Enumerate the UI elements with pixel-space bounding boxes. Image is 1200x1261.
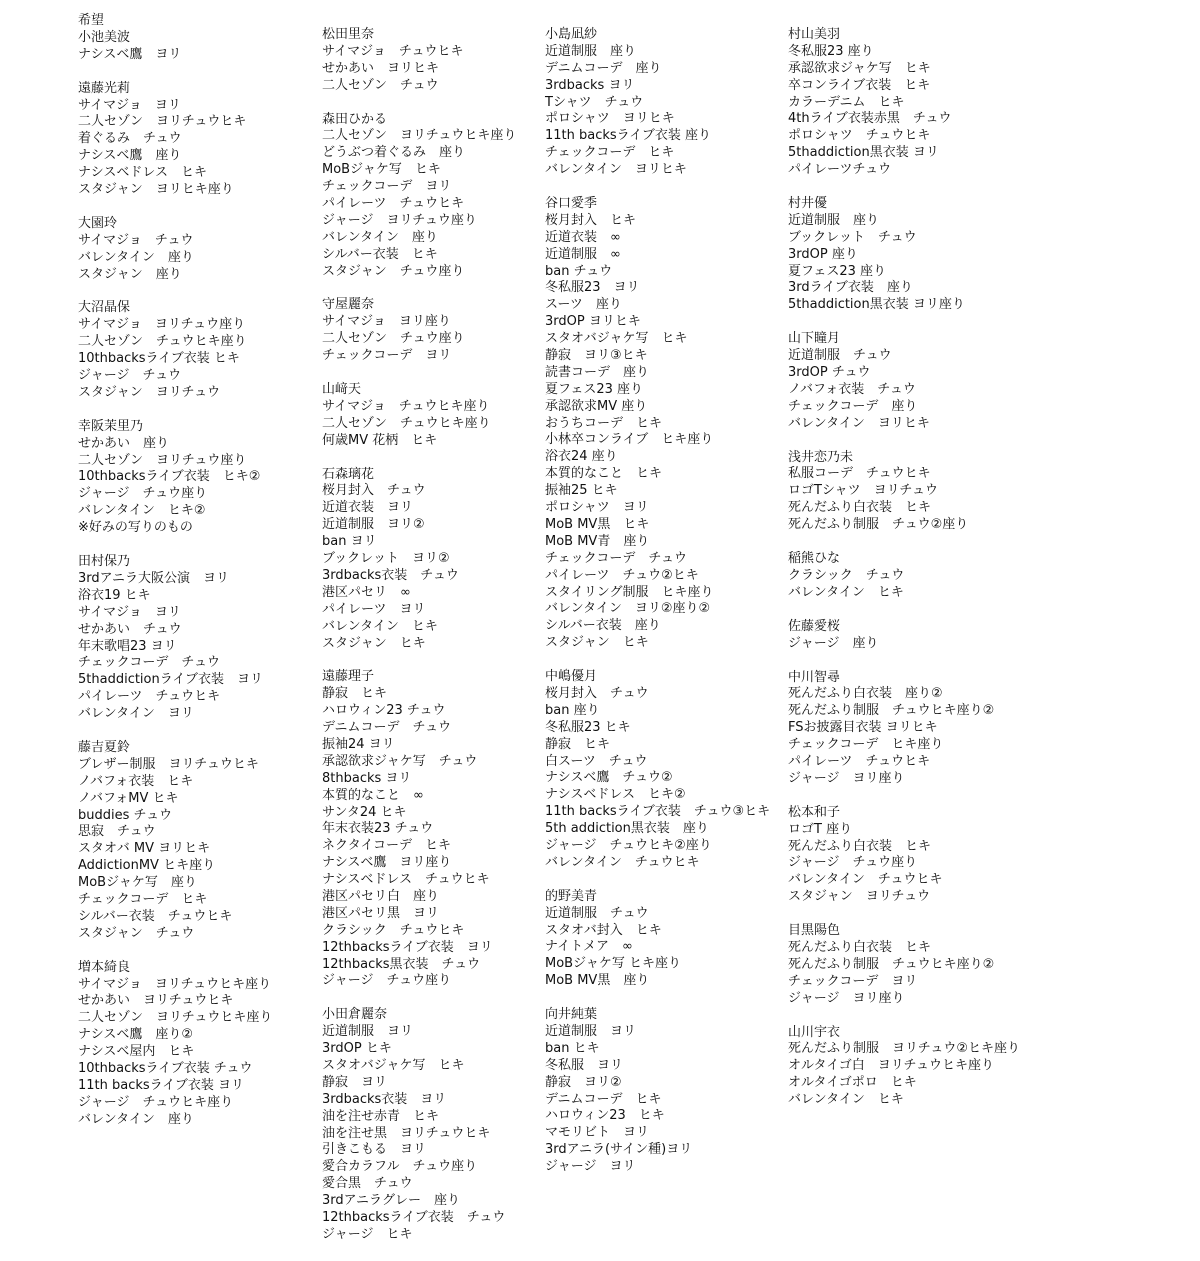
wish-item: ban ヒキ [545,1040,600,1056]
wish-item: 承認欲求MV 座り [545,398,648,414]
wish-item: MoBジャケ写 座り [78,875,197,891]
wish-item: AddictionMV ヒキ座り [78,858,216,874]
wish-item: 小池美波 [78,29,131,45]
member-name: 松本和子 [788,804,841,820]
wish-item: 冬私服23 座り [788,43,874,59]
wish-item: せかあい チュウ [78,621,182,637]
wish-item: サイマジョ ヨリ [78,97,181,113]
wish-item: 12thbacksライブ衣装 ヨリ [322,939,493,955]
wish-item: ノバフォ衣装 ヒキ [78,773,194,789]
member-section [788,619,1020,653]
member-name: 谷口愛季 [545,196,598,212]
wish-item: 11th backsライブ衣装 チュウ③ヒキ [545,804,771,820]
wish-item: MoB MV黒 ヒキ [545,516,650,532]
wish-item: チェックコーデ ヒキ座り [788,737,944,753]
wish-item: バレンタイン チュウヒキ [545,854,700,870]
wish-item: 本質的なこと ∞ [322,787,424,803]
wish-item: 5thaddiction黒衣装 ヨリ [788,145,939,161]
wish-item: 3rdアニラ(サイン種)ヨリ [545,1142,693,1158]
wish-item: スタジャン 座り [78,266,182,282]
wish-item: ban ヨリ [322,534,377,550]
wish-item: ナシスベ屋内 ヒキ [78,1044,195,1060]
wish-item: 桜月封入 チュウ [322,483,426,499]
member-section [322,1007,516,1243]
member-section [78,300,272,401]
wish-item: 3rdbacks ヨリ [545,77,635,93]
wish-item: せかあい 座り [78,435,170,451]
wish-item: 夏フェス23 座り [788,263,887,279]
wish-item: 近道制服 ヨリ② [322,517,425,533]
wish-item: MoB MV青 座り [545,533,650,549]
wish-item: 年末衣装23 チュウ [322,821,434,837]
wish-item: ジャージ チュウヒキ②座り [545,837,712,853]
wish-item: デニムコーデ ヒキ [545,1091,662,1107]
member-name: 浅井恋乃未 [788,449,854,465]
wish-item: バレンタイン ヒキ② [78,503,206,519]
wish-item: サイマジョ チュウヒキ座り [322,398,490,414]
wish-item: 港区パセリ白 座り [322,888,440,904]
wish-item: 振袖24 ヨリ [322,736,395,752]
wish-item: 冬私服23 ヨリ [545,280,640,296]
member-name: 村井優 [788,196,828,212]
wish-item: スタジャン ヒキ [322,635,426,651]
wish-item: 二人セゾン ヨリチュウヒキ座り [78,1010,273,1026]
wish-item: シルバー衣装 チュウヒキ [78,908,233,924]
wish-item: スタジャン ヨリチュウ [788,889,931,905]
wish-item: 二人セゾン ヨリチュウ座り [78,452,247,468]
wish-item: 3rdbacks衣装 ヨリ [322,1091,447,1107]
wish-item: 静寂 ヒキ [545,736,611,752]
wish-item: スタオバジャケ写 ヒキ [545,331,688,347]
wish-item: 近道制服 座り [788,212,880,228]
wish-item: 11th backsライブ衣装 ヨリ [78,1077,245,1093]
wish-item: 本質的なこと ヒキ [545,466,663,482]
member-name: 山﨑天 [322,382,362,398]
wish-item: 3rdbacks衣装 チュウ [322,567,459,583]
wish-item: 8thbacks ヨリ [322,770,412,786]
wish-item: ポロシャツ ヨリ [545,500,649,516]
wish-item: 静寂 ヒキ [322,686,388,702]
wish-item: 3rdOP 座り [788,246,858,262]
wish-item: Tシャツ チュウ [545,94,644,110]
member-section [322,467,516,653]
wish-item: パイレーツ チュウヒキ [322,196,465,212]
wish-item: スタイリング制服 ヒキ座り [545,584,714,600]
wish-item: ナシスベ鷹 座り [78,148,182,164]
member-name: 藤吉夏鈴 [78,739,131,755]
member-name: 希望 [78,13,105,28]
wish-item: チェックコーデ チュウ [545,550,687,566]
wish-item: 冬私服23 ヒキ [545,719,631,735]
member-name: 増本綺良 [78,959,131,975]
wish-item: buddies チュウ [78,807,173,823]
wish-item: 11th backsライブ衣装 座り [545,128,712,144]
wish-item: パイレーツ チュウ②ヒキ [545,567,699,583]
wish-item: ジャージ チュウヒキ座り [78,1094,234,1110]
member-section [788,1025,1020,1109]
wish-item: デニムコーデ 座り [545,60,662,76]
wish-item: 夏フェス23 座り [545,381,644,397]
member-name: 守屋麗奈 [322,297,375,313]
wish-item: ナシスベ鷹 ヨリ座り [322,855,452,871]
wish-item: 死んだふり制服 チュウヒキ座り② [788,956,995,972]
wish-item: 引きこもる ヨリ [322,1142,427,1158]
wish-item: 読書コーデ 座り [545,364,650,380]
column-1 [78,13,272,1146]
wish-item: バレンタイン 座り [78,249,194,265]
wish-item: 港区パセリ黒 ヨリ [322,905,440,921]
wish-item: 死んだふり白衣装 ヒキ [788,939,932,955]
wish-item: 5thaddiction黒衣装 ヨリ座り [788,297,965,313]
wish-item: 近道衣装 ヨリ [322,500,414,516]
wish-item: 二人セゾン チュウヒキ座り [78,334,247,350]
member-name: 大園玲 [78,215,118,231]
wish-item: 死んだふり白衣装 ヒキ [788,500,932,516]
wish-item: ジャージ チュウ座り [78,486,208,502]
wish-item: 振袖25 ヒキ [545,483,618,499]
wish-item: バレンタイン チュウヒキ [788,872,943,888]
wish-item: 愛合カラフル チュウ座り [322,1159,478,1175]
member-section [78,960,272,1129]
wish-item: バレンタイン ヒキ [788,584,904,600]
wish-item: ジャージ チュウ座り [788,855,918,871]
wish-item: 油を注せ黒 ヨリチュウヒキ [322,1125,491,1141]
wish-item: 油を注せ赤青 ヒキ [322,1108,440,1124]
wish-item: ジャージ チュウ座り [322,973,452,989]
wish-item: せかあい ヨリチュウヒキ [78,993,234,1009]
member-section [322,27,516,95]
wish-item: 冬私服 ヨリ [545,1057,624,1073]
wish-item: 12thbacksライブ衣装 チュウ [322,1210,506,1225]
member-section [788,805,1020,906]
member-name: 山下瞳月 [788,331,841,347]
wish-item: 二人セゾン ヨリチュウヒキ座り [322,128,517,144]
wish-item: スーツ 座り [545,297,622,313]
member-name: 村山美羽 [788,27,841,42]
wish-item: パイレーツチュウ [788,162,892,178]
wish-item: 卒コンライブ衣装 ヒキ [788,77,931,93]
wish-item: ナシスベ鷹 座り② [78,1027,194,1043]
wish-item: 12thbacks黒衣装 チュウ [322,956,481,972]
wish-item: 思寂 チュウ [78,824,156,840]
wish-item: サイマジョ ヨリチュウ座り [78,317,246,333]
wish-item: クラシック チュウ [788,567,905,583]
member-section [78,13,272,64]
wish-item: ナイトメア ∞ [545,939,633,955]
member-section [788,331,1020,432]
member-name: 遠藤光莉 [78,80,131,96]
member-name: 遠藤理子 [322,669,375,685]
wish-item: シルバー衣装 座り [545,618,661,634]
wish-item: ノバフォMV ヒキ [78,790,179,806]
wish-item: 死んだふり制服 チュウ②座り [788,517,969,533]
wish-item: MoB MV黒 座り [545,973,650,989]
member-section [78,740,272,943]
member-section [78,419,272,537]
member-name: 小島凪紗 [545,27,598,42]
member-name: 目黒陽色 [788,923,841,939]
wish-item: オルタイゴポロ ヒキ [788,1075,917,1091]
wish-item: 承認欲求ジャケ写 ヒキ [788,60,931,76]
wish-item: 白スーツ チュウ [545,753,648,769]
wish-item: バレンタイン ヨリ [78,706,194,722]
wish-item: デニムコーデ チュウ [322,720,452,736]
wish-item: スタジャン ヒキ [545,635,649,651]
member-name: 中嶋優月 [545,669,598,685]
member-name: 田村保乃 [78,554,131,570]
wish-item: チェックコーデ 座り [788,398,918,414]
wish-item: スタオバ封入 ヒキ [545,922,662,938]
wish-item: 桜月封入 ヒキ [545,212,637,228]
member-section [545,196,770,652]
wish-item: ナシスベドレス チュウヒキ [322,872,490,888]
wish-item: 愛合黒 チュウ [322,1176,413,1192]
wish-item: 近道制服 チュウ [545,905,649,921]
column-4 [788,27,1020,1126]
wish-item: 小林卒コンライブ ヒキ座り [545,432,714,448]
wish-item: 浴衣19 ヒキ [78,587,151,603]
member-name: 大沼晶保 [78,300,131,316]
member-name: 松田里奈 [322,27,375,42]
wish-item: ジャージ チュウ [78,368,182,384]
wish-item: 二人セゾン チュウ [322,77,439,93]
wish-item: 何歳MV 花柄 ヒキ [322,432,438,448]
wish-item: サイマジョ ヨリ座り [322,314,451,330]
wish-item: ジャージ ヨリ [545,1159,636,1175]
wish-item: ポロシャツ チュウヒキ [788,128,931,144]
wish-item: ジャージ ヨリ座り [788,770,905,786]
wish-item: ネクタイコーデ ヒキ [322,838,451,854]
wish-item: バレンタイン 座り [322,229,438,245]
wish-item: ロゴT 座り [788,821,853,837]
wish-item: 桜月封入 チュウ [545,685,649,701]
member-name: 石森璃花 [322,466,375,482]
wish-item: 3rdOP ヒキ [322,1041,392,1057]
wish-item: ブックレット チュウ [788,229,917,245]
member-section [788,551,1020,602]
wish-item: 年末歌唱23 ヨリ [78,638,177,654]
wish-item: ジャージ 座り [788,635,879,651]
wish-item: ノバフォ衣装 チュウ [788,381,916,397]
wish-item: 二人セゾン チュウヒキ座り [322,415,491,431]
member-name: 幸阪茉里乃 [78,418,144,434]
wish-item: 10thbacksライブ衣装 チュウ [78,1060,253,1076]
wish-item: ナシスベドレス ヒキ② [545,787,686,803]
wish-item: ハロウィン23 ヒキ [545,1108,665,1124]
wish-item: 3rdアニラグレー 座り [322,1193,460,1209]
wish-item: せかあい ヨリヒキ [322,60,440,76]
wish-item: ナシスベ鷹 ヨリ [78,46,182,62]
member-name: 小田倉麗奈 [322,1007,388,1023]
wish-item: バレンタイン ヒキ [322,618,438,634]
wish-item: ポロシャツ ヨリヒキ [545,111,675,127]
wish-item: 静寂 ヨリ③ヒキ [545,348,648,364]
wish-item: スタオバ MV ヨリヒキ [78,841,211,857]
wish-item: 着ぐるみ チュウ [78,131,182,147]
wish-item: ブックレット ヨリ② [322,551,450,567]
wish-item: オルタイゴ白 ヨリチュウヒキ座り [788,1058,995,1074]
wish-item: サイマジョ チュウ [78,232,194,248]
wish-item: パイレーツ ヨリ [322,601,426,617]
member-section [322,297,516,365]
wish-item: 3rdOP ヨリヒキ [545,314,641,330]
member-section [545,889,770,990]
wish-item: バレンタイン ヨリヒキ [545,162,687,178]
wish-item: どうぶつ着ぐるみ 座り [322,145,466,161]
wish-item: 死んだふり制服 ヨリチュウ②ヒキ座り [788,1041,1021,1057]
wish-item: 静寂 ヨリ② [545,1074,622,1090]
wish-item: サイマジョ チュウヒキ [322,43,464,59]
member-section [788,923,1020,1007]
wish-item: チェックコーデ ヒキ [545,145,675,161]
wish-item: スタオバジャケ写 ヒキ [322,1057,465,1073]
wish-item: カラーデニム ヒキ [788,94,905,110]
wish-item: サンタ24 ヒキ [322,804,407,820]
wish-item: 近道制服 ヨリ [545,1023,637,1039]
wish-item: バレンタイン ヨリ②座り② [545,601,711,617]
member-section [788,450,1020,534]
member-name: 山川宇衣 [788,1024,841,1040]
wish-item: マモリビト ヨリ [545,1125,650,1141]
wish-item: ナシスベ鷹 チュウ② [545,770,673,786]
wish-item: MoBジャケ写 ヒキ座り [545,956,681,972]
wish-item: バレンタイン 座り [78,1111,194,1127]
wish-item: チェックコーデ ヒキ [78,891,208,907]
wish-item: ban 座り [545,702,600,718]
wish-item: 5thaddictionライブ衣装 ヨリ [78,672,263,688]
wish-item: ナシスベドレス ヒキ [78,165,207,181]
wish-item: ロゴTシャツ ヨリチュウ [788,483,939,499]
member-section [545,27,770,179]
wish-item: 私服コーデ チュウヒキ [788,466,931,482]
wish-item: ジャージ ヨリ座り [788,990,905,1006]
wish-item: スタジャン チュウ座り [322,263,465,279]
member-section [322,112,516,281]
member-section [788,670,1020,788]
wish-item: 近道制服 ヨリ [322,1024,414,1040]
column-2 [322,27,516,1261]
wish-item: 死んだふり白衣装 ヒキ [788,838,932,854]
wish-item: チェックコーデ チュウ [78,655,220,671]
column-3 [545,27,770,1193]
wish-item: バレンタイン ヨリヒキ [788,415,930,431]
member-name: 的野美青 [545,888,598,904]
wish-item: スタジャン チュウ [78,925,195,941]
member-section [78,216,272,284]
member-name: 向井純葉 [545,1007,598,1023]
member-name: 佐藤愛桜 [788,618,841,634]
wish-item: チェックコーデ ヨリ [788,973,918,989]
wish-item: チェックコーデ ヨリ [322,348,452,364]
member-name: 中川智尋 [788,669,841,685]
member-section [322,669,516,990]
wish-item: ジャージ ヨリチュウ座り [322,212,477,228]
member-name: 森田ひかる [322,111,388,127]
member-name: 稲熊ひな [788,551,841,567]
wish-item: パイレーツ チュウヒキ [788,753,931,769]
wish-item: シルバー衣装 ヒキ [322,246,438,262]
wish-item: MoBジャケ写 ヒキ [322,162,441,178]
wish-item: 死んだふり白衣装 座り② [788,686,943,702]
wish-item: 4thライブ衣装赤黒 チュウ [788,111,952,127]
wish-item: チェックコーデ ヨリ [322,179,452,195]
wish-item: 承認欲求ジャケ写 チュウ [322,753,478,769]
wish-item: FSお披露目衣装 ヨリヒキ [788,720,938,736]
wish-item: サイマジョ ヨリチュウヒキ座り [78,976,272,992]
wish-item: パイレーツ チュウヒキ [78,689,221,705]
wish-item: 近道制服 座り [545,43,637,59]
wish-item: 10thbacksライブ衣装 ヒキ [78,351,240,367]
member-section [788,196,1020,314]
wish-item: 近道衣装 ∞ [545,229,621,245]
wish-item: ブレザー制服 ヨリチュウヒキ [78,756,259,772]
wish-item: 静寂 ヨリ [322,1074,388,1090]
member-section [788,27,1020,179]
wish-item: スタジャン ヨリヒキ座り [78,182,234,198]
wish-item: 二人セゾン チュウ座り [322,331,465,347]
wish-item: 近道制服 ∞ [545,246,621,262]
wish-item: ※好みの写りのもの [78,520,193,536]
member-section [78,554,272,723]
wish-item: サイマジョ ヨリ [78,604,181,620]
wish-item: クラシック チュウヒキ [322,922,465,938]
wish-item: スタジャン ヨリチュウ [78,384,221,400]
wish-item: 10thbacksライブ衣装 ヒキ② [78,469,261,485]
wish-item: 港区パセリ ∞ [322,584,411,600]
wish-item: 二人セゾン ヨリチュウヒキ [78,114,247,130]
wish-item: 浴衣24 座り [545,449,618,465]
wish-item: ハロウィン23 チュウ [322,703,446,719]
wish-item: ban チュウ [545,263,613,279]
member-section [545,1007,770,1176]
member-section [545,669,770,872]
wish-item: バレンタイン ヒキ [788,1092,904,1108]
wish-item: 3rdアニラ大阪公演 ヨリ [78,570,229,586]
wish-item: 死んだふり制服 チュウヒキ座り② [788,703,995,719]
wish-item: 3rdライブ衣装 座り [788,280,913,296]
wish-item: 5th addiction黒衣装 座り [545,821,709,837]
wish-item: ジャージ ヒキ [322,1226,413,1242]
member-section [78,81,272,199]
member-section [322,382,516,450]
wish-item: おうちコーデ ヒキ [545,415,663,431]
wish-item: 3rdOP チュウ [788,365,871,381]
wish-item: 近道制服 チュウ [788,348,892,364]
